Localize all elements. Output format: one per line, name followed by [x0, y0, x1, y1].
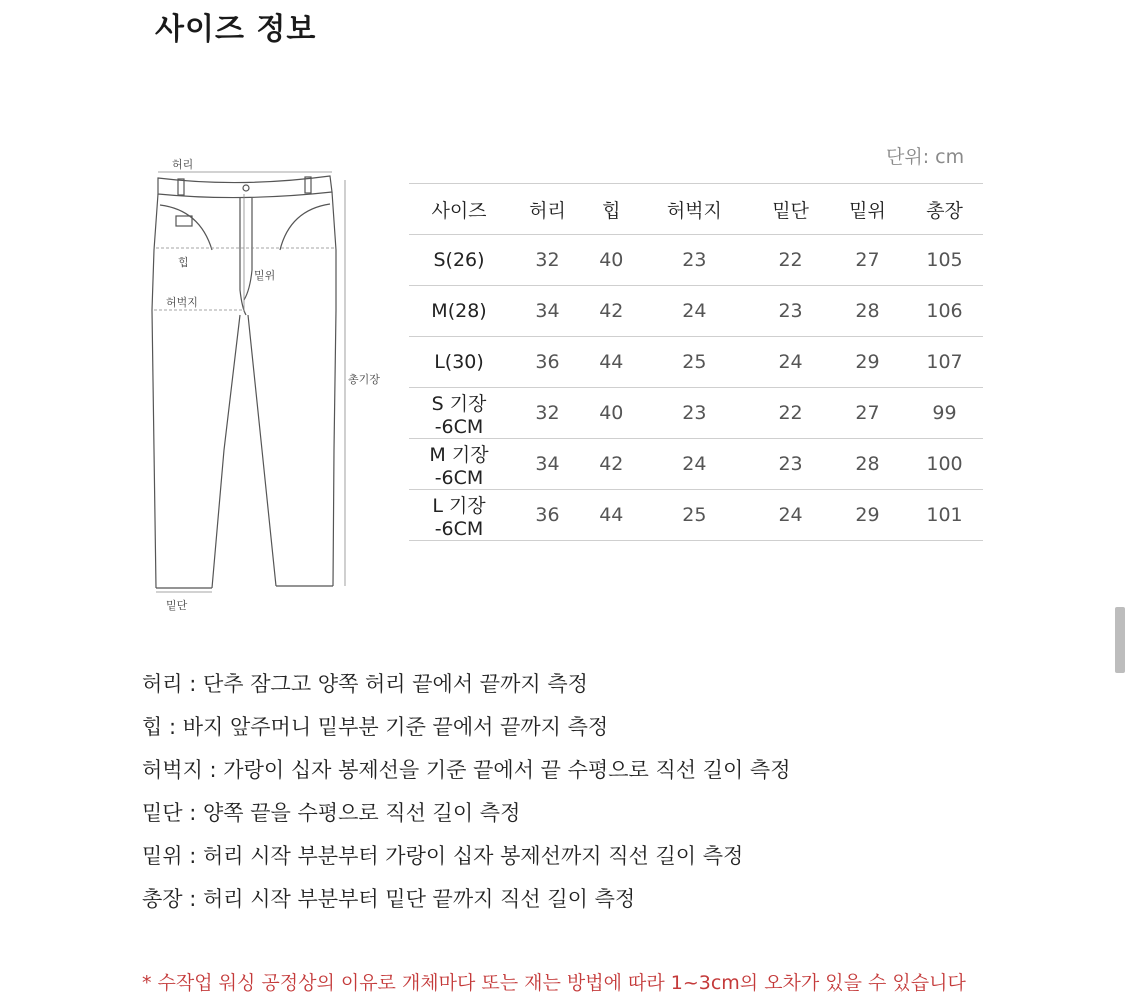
table-cell: 101 [906, 490, 983, 541]
hip-label: 힙 [178, 256, 189, 269]
table-row [409, 337, 983, 388]
column-header: 허벅지 [637, 184, 752, 235]
size-table [409, 183, 983, 541]
table-row [409, 490, 983, 541]
table-cell: 42 [586, 286, 637, 337]
scrollbar-thumb[interactable] [1115, 607, 1125, 673]
size-cell: M 기장 -6CM [409, 439, 509, 490]
list-item: 밑위 : 허리 시작 부분부터 가랑이 십자 봉제선까지 직선 길이 측정 [142, 844, 744, 868]
table-cell: 23 [752, 439, 829, 490]
table-cell: 99 [906, 388, 983, 439]
table-header-row [409, 184, 983, 235]
table-cell: 34 [509, 286, 586, 337]
column-header: 허리 [509, 184, 586, 235]
table-row [409, 286, 983, 337]
thigh-label: 허벅지 [166, 296, 198, 309]
list-item: 허벅지 : 가랑이 십자 봉제선을 기준 끝에서 끝 수평으로 직선 길이 측정 [142, 758, 791, 782]
table-cell: 27 [829, 235, 906, 286]
table-cell: 107 [906, 337, 983, 388]
table-cell: 36 [509, 490, 586, 541]
table-cell: 27 [829, 388, 906, 439]
table-cell: 28 [829, 439, 906, 490]
list-item: 허리 : 단추 잠그고 양쪽 허리 끝에서 끝까지 측정 [142, 672, 588, 696]
table-cell: 105 [906, 235, 983, 286]
list-item: 힙 : 바지 앞주머니 밑부분 기준 끝에서 끝까지 측정 [142, 715, 609, 739]
table-cell: 44 [586, 337, 637, 388]
column-header: 사이즈 [409, 184, 509, 235]
page-title: 사이즈 정보 [155, 12, 317, 47]
table-cell: 29 [829, 337, 906, 388]
pants-measurement-diagram [140, 150, 400, 620]
rise-label: 밑위 [254, 269, 276, 282]
table-cell: 32 [509, 388, 586, 439]
hem-label: 밑단 [166, 599, 188, 612]
table-cell: 23 [752, 286, 829, 337]
size-cell: L 기장 -6CM [409, 490, 509, 541]
table-cell: 40 [586, 235, 637, 286]
list-item: 밑단 : 양쪽 끝을 수평으로 직선 길이 측정 [142, 801, 521, 825]
table-cell: 23 [637, 235, 752, 286]
table-cell: 42 [586, 439, 637, 490]
table-cell: 25 [637, 490, 752, 541]
column-header: 밑위 [829, 184, 906, 235]
table-cell: 32 [509, 235, 586, 286]
table-cell: 23 [637, 388, 752, 439]
size-cell: S(26) [409, 235, 509, 286]
table-cell: 28 [829, 286, 906, 337]
list-item: 총장 : 허리 시작 부분부터 밑단 끝까지 직선 길이 측정 [142, 887, 636, 911]
table-cell: 25 [637, 337, 752, 388]
waist-label: 허리 [172, 158, 194, 171]
table-cell: 24 [752, 337, 829, 388]
tolerance-notice: * 수작업 워싱 공정상의 이유로 개체마다 또는 재는 방법에 따라 1~3cm의 오차가 있을 수 있습니다 [142, 972, 966, 994]
table-cell: 34 [509, 439, 586, 490]
table-cell: 106 [906, 286, 983, 337]
table-row [409, 388, 983, 439]
table-cell: 24 [637, 439, 752, 490]
table-cell: 22 [752, 235, 829, 286]
total-length-label: 총기장 [348, 373, 380, 386]
column-header: 총장 [906, 184, 983, 235]
table-cell: 40 [586, 388, 637, 439]
column-header: 힙 [586, 184, 637, 235]
table-cell: 22 [752, 388, 829, 439]
table-cell: 44 [586, 490, 637, 541]
table-cell: 100 [906, 439, 983, 490]
table-cell: 36 [509, 337, 586, 388]
column-header: 밑단 [752, 184, 829, 235]
size-cell: L(30) [409, 337, 509, 388]
size-cell: S 기장 -6CM [409, 388, 509, 439]
table-cell: 24 [637, 286, 752, 337]
size-cell: M(28) [409, 286, 509, 337]
unit-label: 단위: cm [886, 146, 965, 168]
table-cell: 24 [752, 490, 829, 541]
table-row [409, 235, 983, 286]
measurement-description-list [142, 663, 791, 921]
table-cell: 29 [829, 490, 906, 541]
table-row [409, 439, 983, 490]
